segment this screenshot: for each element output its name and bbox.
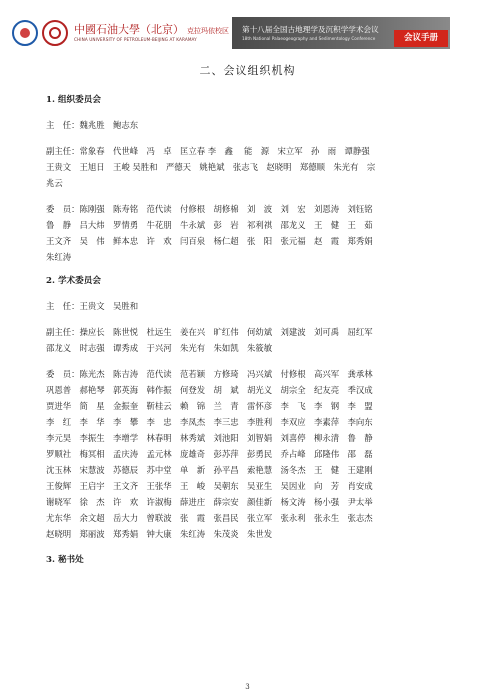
- academic-committee-line: 罗顺社 梅冥相 孟庆涛 孟元林 庞雄奇 彭苏萍 彭勇民 乔占峰 邱隆伟 邵 磊: [46, 449, 373, 459]
- academic-committee-line: 贾进华 简 星 金振奎 靳桂云 赖 锦 兰 青 雷怀彦 李 飞 李 钢 李 盟: [46, 401, 373, 411]
- organizing-committee-line: 朱红涛: [46, 252, 72, 262]
- academic-committee-line: 李 红 李 华 李 攀 李 忠 李凤杰 李三忠 李胜利 李双应 李素萍 李向东: [46, 417, 373, 427]
- university-wordmark: [74, 24, 229, 43]
- organizing-committee-line: 委 员：陈刚强 陈寿铭 范代读 付修根 胡修棉 刘 波 刘 宏 刘恩涛 刘钰铭: [46, 204, 373, 214]
- university-logo: [12, 16, 229, 50]
- academic-committee-line: 巩恩普 郝艳琴 郭英海 韩作振 何登发 胡 斌 胡光义 胡宗全 纪友亮 季汉成: [46, 385, 373, 395]
- academic-committee-line: 王俊辉 王启宇 王文齐 王张华 王 峻 吴朝东 吴亚生 吴因业 向 芳 肖安成: [46, 481, 373, 491]
- page-header: [0, 0, 495, 60]
- section-title: 二、会议组织机构: [199, 64, 296, 77]
- university-seal-icon: [12, 20, 38, 46]
- organizing-committee-line: 鲁 静 吕大炜 罗情勇 牛花朋 牛永斌 彭 岩 祁利祺 邵龙义 王 健 王 茹: [46, 220, 373, 230]
- organizing-committee-line: 王贵文 王旭日 王峻 吴胜和 严德天 姚艳斌 张志飞 赵晓明 郑德顺 朱光有 宗: [46, 162, 376, 172]
- document-body: [46, 94, 456, 567]
- academic-committee-line: 副主任：操应长 陈世悦 杜远生 姜在兴 旷红伟 何幼斌 刘建波 刘可禹 屈红军: [46, 327, 373, 337]
- organizing-committee-line: 兆云: [46, 178, 63, 188]
- academic-committee-line: 沈玉林 宋慧波 苏德辰 苏中堂 单 新 孙平昌 索艳慧 汤冬杰 王 健 王建刚: [46, 465, 373, 475]
- academic-committee-line: 邵龙义 时志强 谭秀成 于兴河 朱光有 朱如凯 朱筱敏: [46, 343, 273, 353]
- academic-committee-line: 李元昊 李振生 李增学 林春明 林秀斌 刘池阳 刘智娟 刘喜停 柳永清 鲁 静: [46, 433, 373, 443]
- organizing-committee-line: 副主任：常象春 代世峰 冯 卓 匡立春 李 鑫 能 源 宋立军 孙 雨 谭静强: [46, 146, 370, 156]
- academic-committee-line: 赵晓明 郑丽波 郑秀娟 钟大康 朱红涛 朱茂炎 朱世发: [46, 529, 273, 539]
- university-english-name: CHINA UNIVERSITY OF PETROLEUM-BEIJING AT KARAMAY: [74, 36, 197, 42]
- academic-committee-line: 主 任：王贵文 吴胜和: [46, 301, 139, 311]
- organizing-committee-line: 主 任：魏兆胜 鲍志东: [46, 120, 139, 130]
- university-name: 中國石油大學（北京） 克拉玛依校区: [74, 22, 229, 36]
- campus-name: 克拉玛依校区: [187, 26, 229, 35]
- secretariat-heading: 3. 秘书处: [46, 555, 84, 565]
- manual-label-badge: 会议手册: [394, 30, 448, 47]
- academic-committee-heading: 2. 学术委员会: [46, 276, 101, 286]
- conference-name-en: 18th National Palaeogeography and Sedimentology Conference: [242, 35, 376, 41]
- page-number: 3: [245, 683, 250, 691]
- organizing-committee-heading: 1. 组织委员会: [46, 95, 101, 105]
- academic-committee-line: 尤东华 余文超 岳大力 曾联波 张 霞 张昌民 张立军 张永利 张永生 张志杰: [46, 513, 373, 523]
- organizing-committee-line: 王文齐 吴 伟 鲜本忠 许 欢 闫百泉 杨仁超 张 阳 张元福 赵 霞 郑秀娟: [46, 236, 373, 246]
- conference-name-cn: 第十八届全国古地理学及沉积学学术会议: [242, 24, 379, 34]
- academic-committee-line: 委 员：陈光杰 陈吉涛 范代读 范若颖 方修琦 冯兴斌 付修根 高兴军 龚承林: [46, 369, 373, 379]
- academic-committee-line: 谢晓军 徐 杰 许 欢 许淑梅 薛进庄 薛宗安 颜佳新 杨文涛 杨小强 尹太举: [46, 497, 373, 507]
- campus-seal-icon: [42, 20, 68, 46]
